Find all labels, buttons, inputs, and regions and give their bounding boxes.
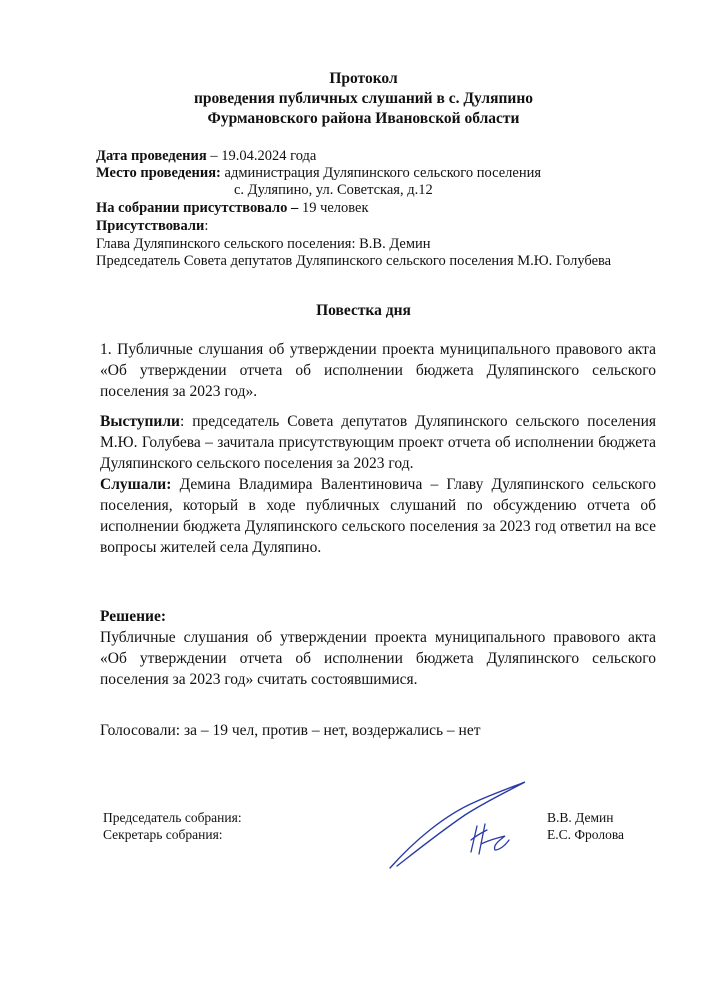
chair-label: Председатель собрания: <box>103 810 242 825</box>
document-title: Протокол <box>329 70 398 87</box>
agenda-heading: Повестка дня <box>316 302 411 319</box>
place-label: Место проведения: <box>96 165 221 181</box>
attendance-value: 19 человек <box>298 200 369 216</box>
secretary-label: Секретарь собрания: <box>103 827 223 842</box>
attendance-label: На собрании присутствовало – <box>96 200 299 216</box>
present-person-2: Председатель Совета депутатов Дуляпинского сельского поселения М.Ю. Голубева <box>96 253 612 269</box>
agenda-item-1: 1. Публичные слушания об утверждении проекта муниципального правового акта «Об утверждении отчета об исполнении бюджета Дуляпинского сельского поселения за 2023 год». <box>100 341 656 400</box>
present-person-1: Глава Дуляпинского сельского поселения: В.В. Демин <box>96 236 431 252</box>
decision-label: Решение: <box>100 608 167 625</box>
document-region: Фурмановского района Ивановской области <box>207 110 520 127</box>
listened-text: Демина Владимира Валентиновича – Главу Дуляпинского сельского поселения, который в ходе публичных слушаний по обсуждению отчета об исполнении бюджета Дуляпинского сельского поселения за 2023 год ответил на все вопросы жителей села Дуляпино. <box>100 476 656 556</box>
present-colon: : <box>204 218 209 234</box>
date-label: Дата проведения <box>96 148 207 164</box>
speakers-paragraph <box>100 411 656 474</box>
present-heading <box>96 218 208 235</box>
place-line <box>96 165 541 182</box>
place-value-1: администрация Дуляпинского сельского поселения <box>220 165 542 181</box>
present-label: Присутствовали <box>96 218 205 234</box>
chair-name: В.В. Демин <box>547 810 614 825</box>
document-subtitle: проведения публичных слушаний в с. Дуляпино <box>193 90 534 107</box>
speakers-label: Выступили <box>100 413 180 430</box>
place-value-2: с. Дуляпино, ул. Советская, д.12 <box>234 182 433 198</box>
secretary-name: Е.С. Фролова <box>547 827 625 842</box>
date-line <box>96 148 316 165</box>
speakers-text: : председатель Совета депутатов Дуляпинского сельского поселения М.Ю. Голубева – зачитала присутствующим проект отчета об исполнении бюджета Дуляпинского сельского поселения за 2023 год. <box>100 413 656 472</box>
handwritten-signature <box>385 780 535 875</box>
date-value: – 19.04.2024 года <box>206 148 317 164</box>
listened-label: Слушали: <box>100 476 172 493</box>
listened-paragraph <box>100 474 656 558</box>
attendance-line <box>96 200 369 217</box>
vote-line: Голосовали: за – 19 чел, против – нет, воздержались – нет <box>100 722 481 739</box>
decision-text: Публичные слушания об утверждении проекта муниципального правового акта «Об утверждении отчета об исполнении бюджета Дуляпинского сельского поселения за 2023 год» считать состоявшимися. <box>100 629 656 688</box>
